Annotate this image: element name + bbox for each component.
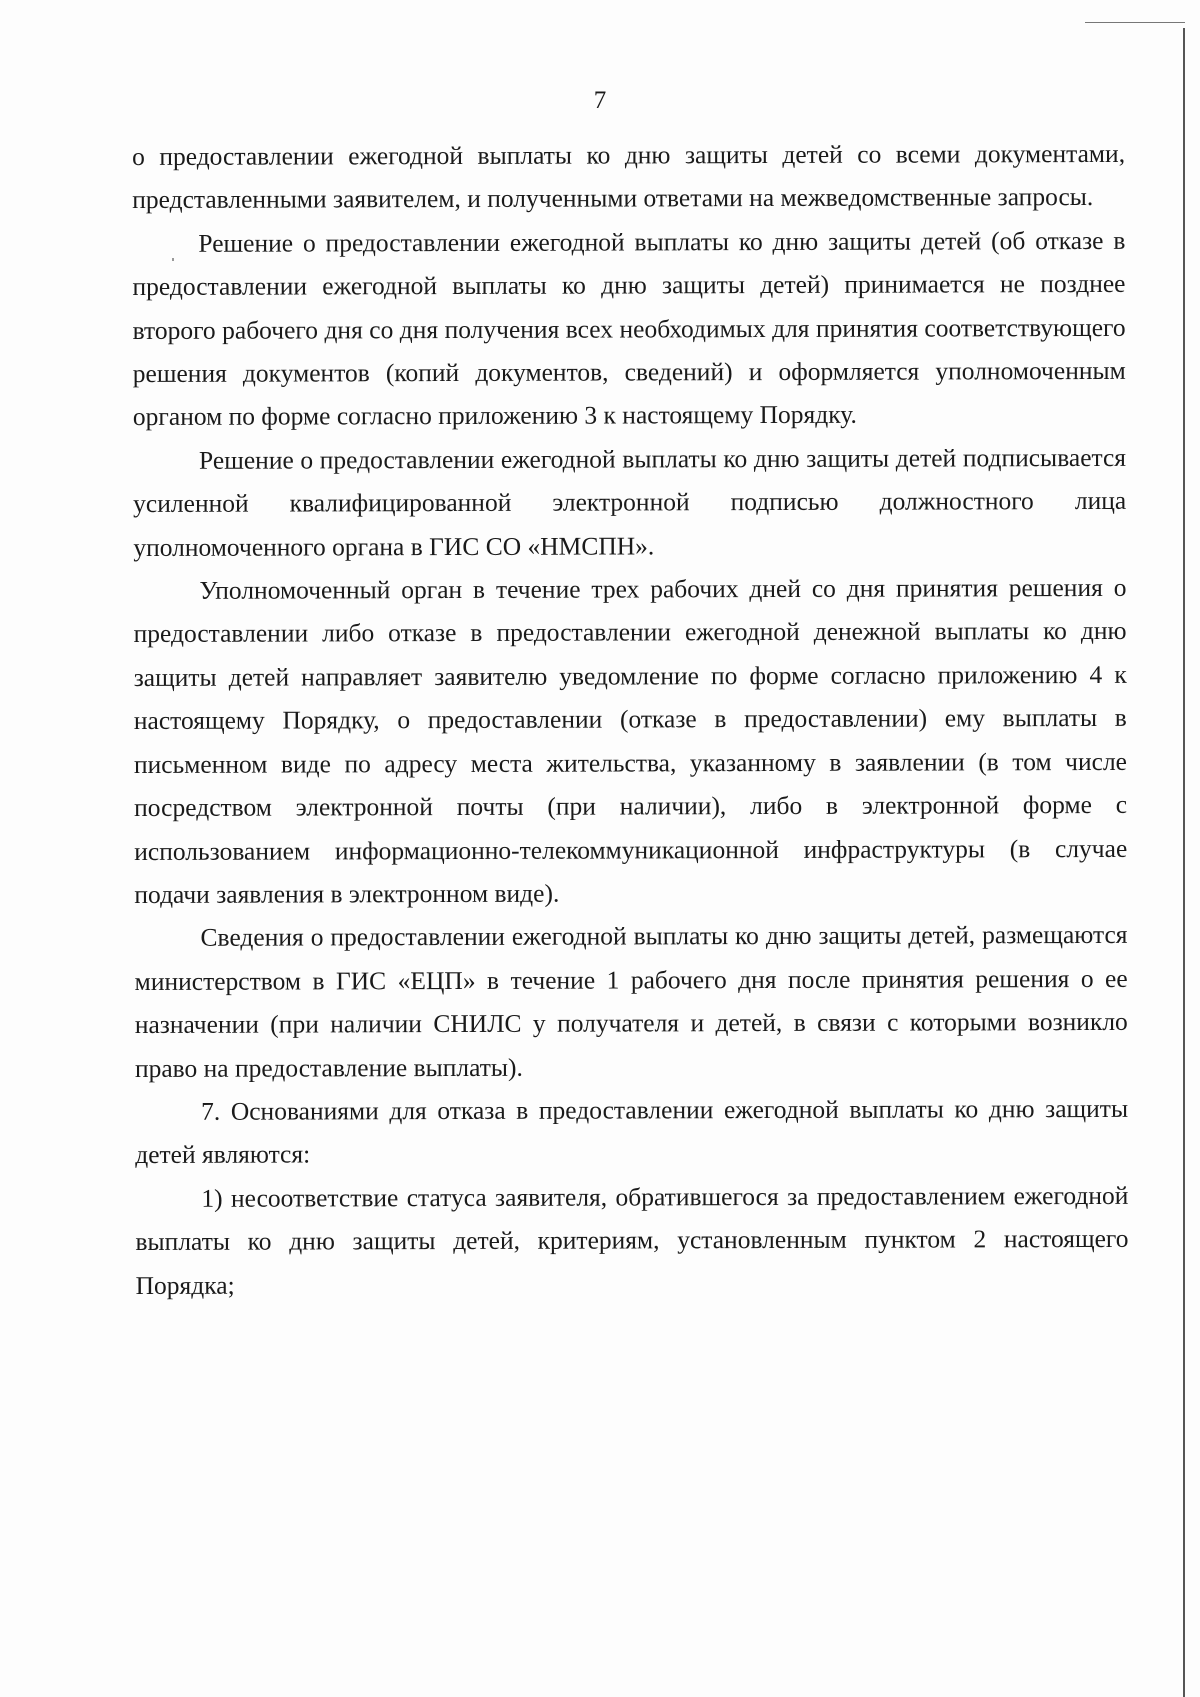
document-body bbox=[132, 132, 1129, 1307]
paragraph-decision-deadline: Решение о предоставлении ежегодной выплаты ко дню защиты детей (об отказе в предоставлении ежегодной выплаты ко дню защиты детей) принимается не позднее второго рабочего дня со дня получения всех необходимых для принятия соответствующего решения документов (копий документов, сведений) и оформляется уполномоченным органом по форме согласно приложению 3 к настоящему Порядку. bbox=[132, 225, 1126, 432]
scan-edge-line-right bbox=[1183, 28, 1185, 1697]
scan-artifact-dot bbox=[172, 258, 174, 261]
paragraph-decision-signature: Решение о предоставлении ежегодной выплаты ко дню защиты детей подписывается усиленной квалифицированной электронной подписью должностного лица уполномоченного органа в ГИС СО «НМСПН». bbox=[133, 442, 1127, 562]
paragraph-continuation: о предоставлении ежегодной выплаты ко дню защиты детей со всеми документами, представленными заявителем, и полученными ответами на межведомственные запросы. bbox=[132, 138, 1126, 215]
paragraph-notification: Уполномоченный орган в течение трех рабочих дней со дня принятия решения о предоставлении либо отказе в предоставлении ежегодной денежной выплаты ко дню защиты детей направляет заявителю уведомление по форме согласно приложению 4 к настоящему Порядку, о предоставлении (отказе в предоставлении) ему выплаты в письменном виде по адресу места жительства, указанному в заявлении (в том числе посредством электронной почты (при наличии), либо в электронной форме с использованием информационно-телекоммуникационной инфраструктуры (в случае подачи заявления в электронном виде). bbox=[133, 572, 1128, 909]
paragraph-refusal-item-1: 1) несоответствие статуса заявителя, обратившегося за предоставлением ежегодной выплаты ко дню защиты детей, критериям, установленным пунктом 2 настоящего Порядка; bbox=[135, 1180, 1129, 1300]
page-number: 7 bbox=[593, 87, 607, 114]
scan-edge-line-top bbox=[1085, 22, 1185, 23]
paragraph-ecp-info: Сведения о предоставлении ежегодной выплаты ко дню защиты детей, размещаются министерством в ГИС «ЕЦП» в течение 1 рабочего дня после принятия решения о ее назначении (при наличии СНИЛС у получателя и детей, в связи с которыми возникло право на предоставление выплаты). bbox=[134, 920, 1128, 1083]
paragraph-refusal-grounds: 7. Основаниями для отказа в предоставлении ежегодной выплаты ко дню защиты детей являются: bbox=[135, 1093, 1129, 1170]
